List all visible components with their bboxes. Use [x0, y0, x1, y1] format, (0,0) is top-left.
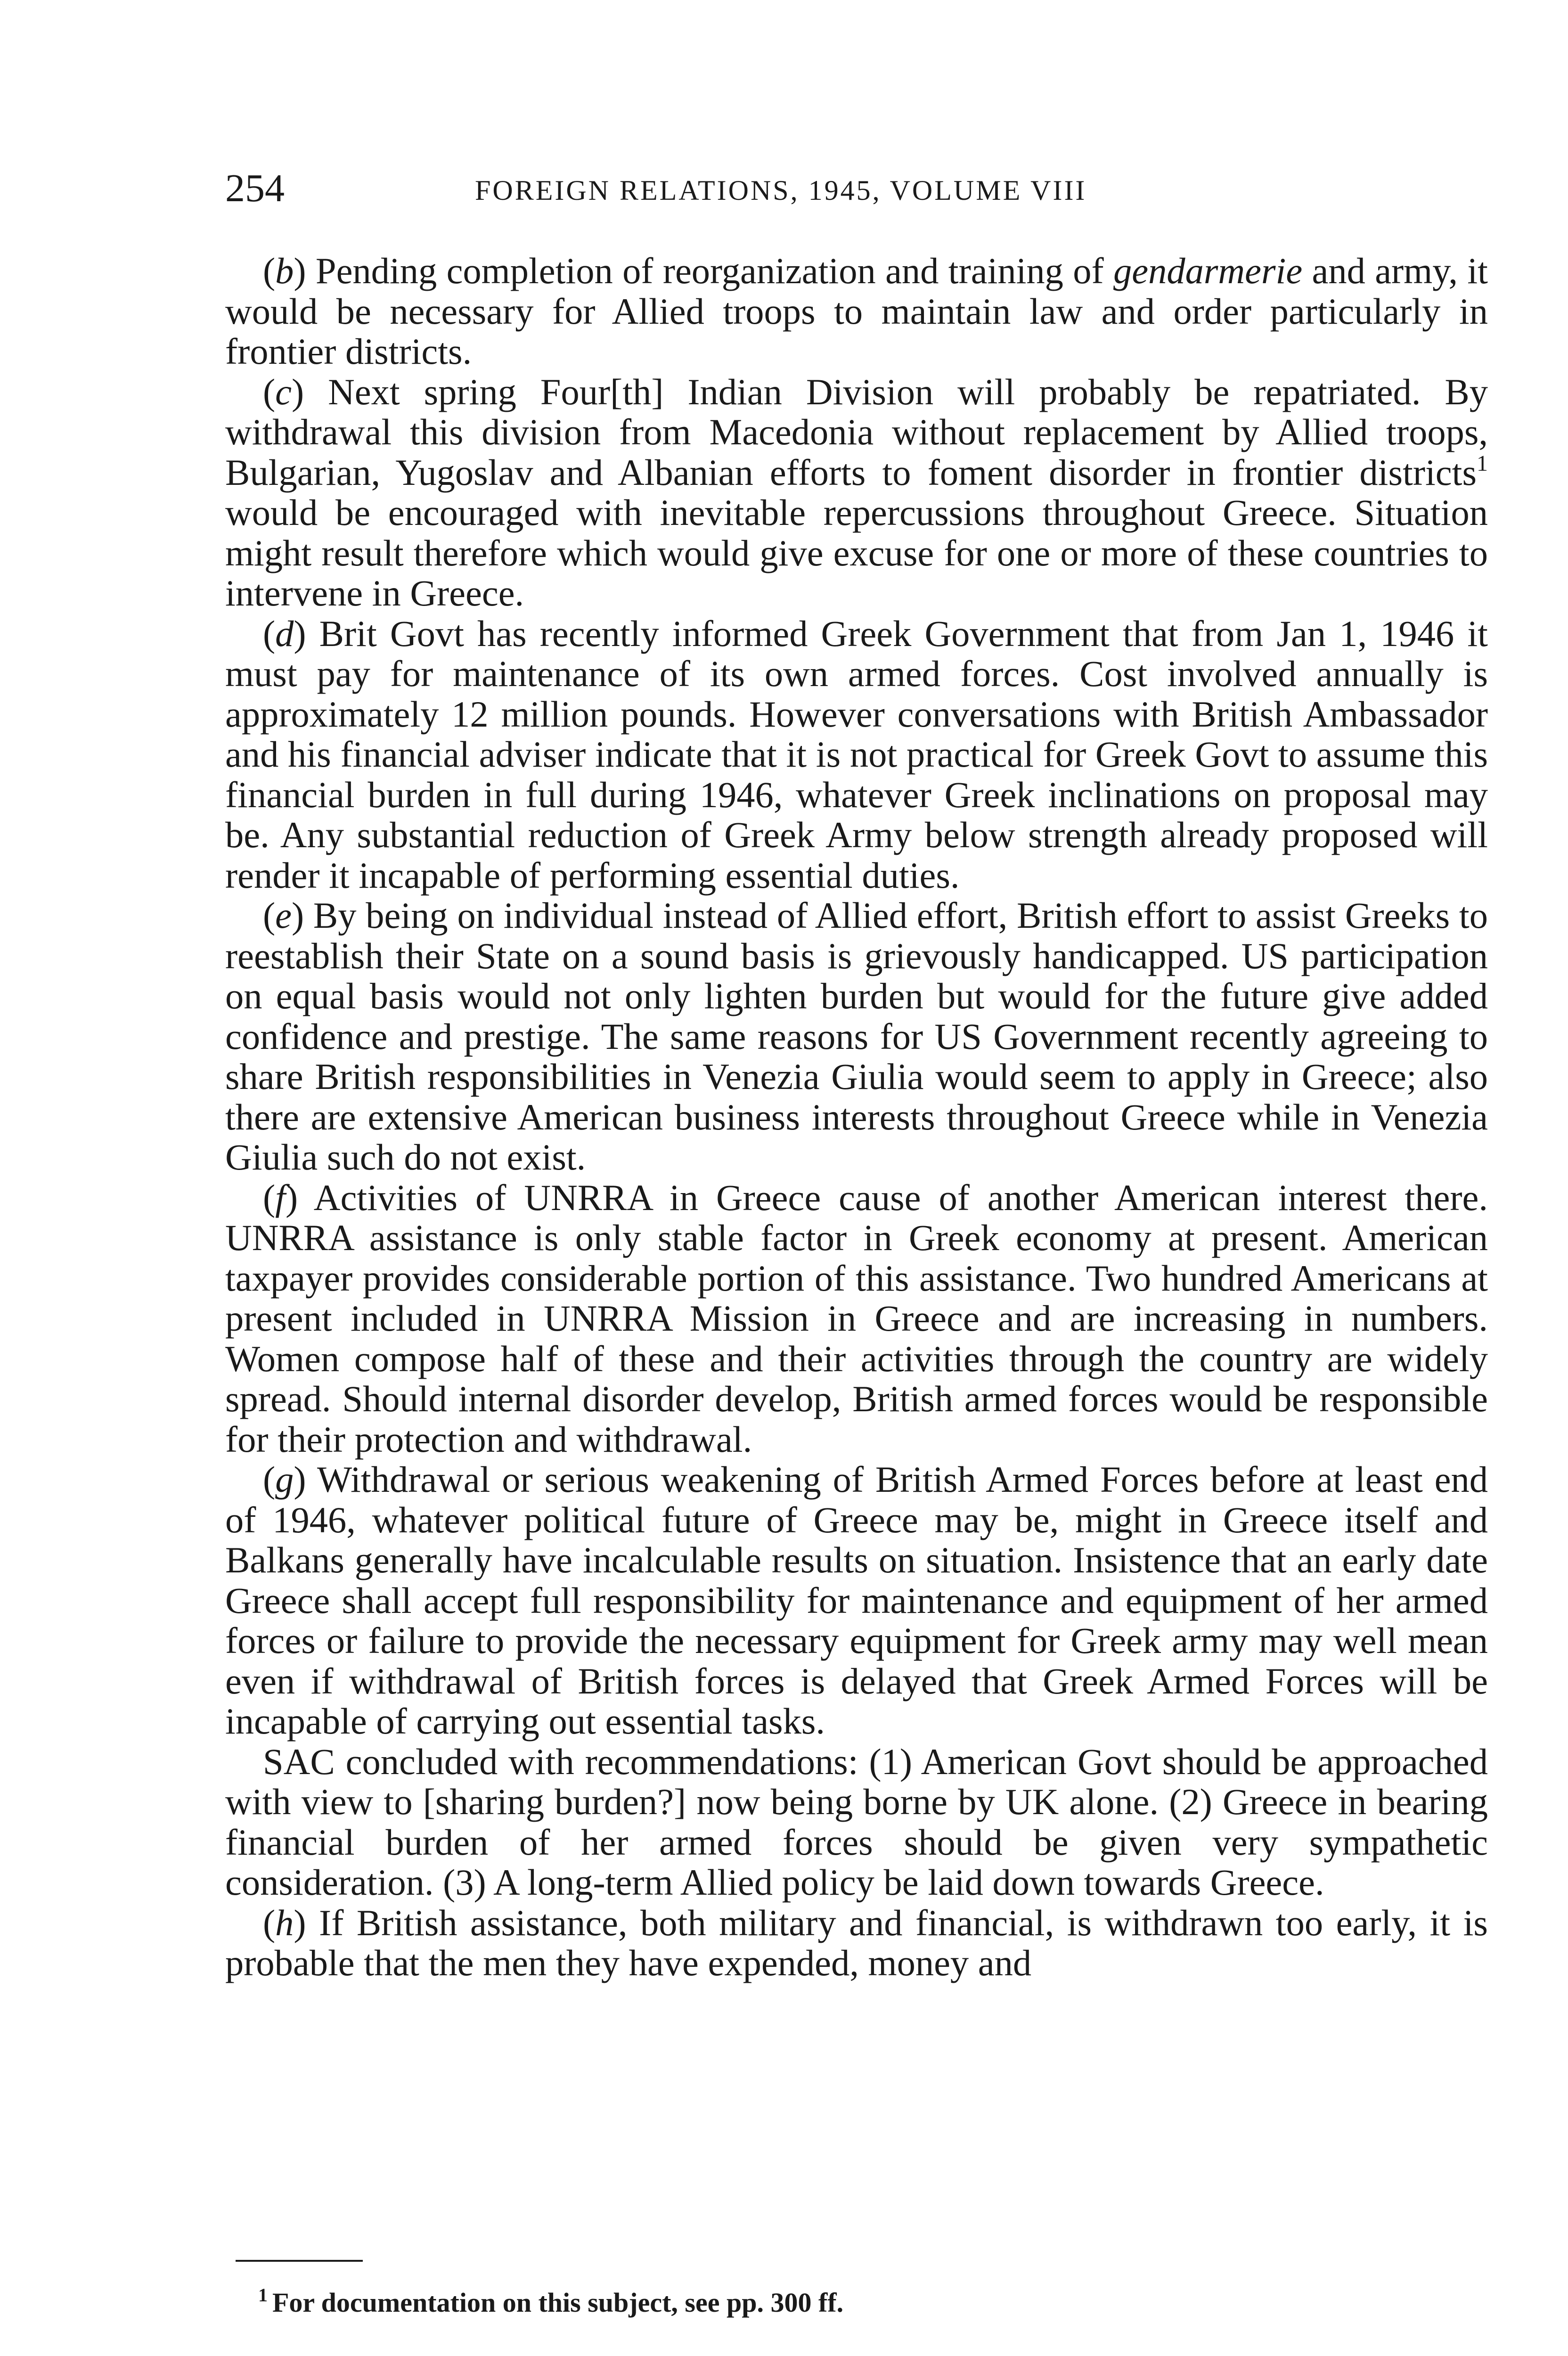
paragraph-text: SAC concluded with recommendations: (1) American Govt should be approached with view to [sharing burden?] now being borne by UK alone. (2) Greece in bearing financial burden of her armed forces should be given very sympathetic consideration. (3) A long-term Allied policy be laid down towards Greece. [225, 1741, 1488, 1903]
paragraph-h: (h) If British assistance, both military and financial, is withdrawn too early, it is probable that the men they have expended, money and [225, 1902, 1488, 1983]
paragraph-text: By being on individual instead of Allied effort, British effort to assist Greeks to reestablish their State on a sound basis is grievously handicapped. US participation on equal basis would not only lighten burden but would for the future give added confidence and prestige. The same reasons for US Government recently agreeing to share British responsibilities in Venezia Giulia would seem to apply in Greece; also there are extensive American business interests throughout Greece while in Venezia Giulia such do not exist. [225, 895, 1488, 1178]
paragraph-f: (f) Activities of UNRRA in Greece cause of another American interest there. UNRRA assistance is only stable factor in Greek economy at present. American taxpayer provides considerable portion of this assistance. Two hundred Americans at present included in UNRRA Mission in Greece and are increasing in numbers. Women compose half of these and their activities through the country are widely spread. Should internal disorder develop, British armed forces would be responsible for their protection and withdrawal. [225, 1177, 1488, 1460]
footnote-text: For documentation on this subject, see pp. 300 ff. [272, 2287, 844, 2318]
paragraph-label: c [275, 371, 292, 412]
paragraph-text-cont: and army, it would be necessary for Allied troops to maintain law and order particularly in frontier districts. [225, 250, 1488, 372]
body-text [225, 251, 1488, 1983]
paragraph-c: (c) Next spring Four[th] Indian Division will probably be repatriated. By withdrawal this division from Macedonia without replacement by Allied troops, Bulgarian, Yugoslav and Albanian efforts to foment disorder in frontier districts$^1$ would be encouraged with inevitable repercussions throughout Greece. Situation might result therefore which would give excuse for one or more of these countries to intervene in Greece. [225, 371, 1488, 614]
paragraph-label: b [275, 250, 294, 291]
paragraph-label: e [275, 895, 292, 936]
paragraph-text: If British assistance, both military and financial, is withdrawn too early, it is probable that the men they have expended, money and [225, 1902, 1488, 1983]
running-head: FOREIGN RELATIONS, 1945, VOLUME VIII [475, 175, 1087, 206]
paragraph-label: f [275, 1177, 286, 1218]
paragraph-text: Next spring Four[th] Indian Division will probably be repatriated. By withdrawal this division from Macedonia without replacement by Allied troops, Bulgarian, Yugoslav and Albanian efforts to foment disorder in frontier districts [225, 371, 1488, 493]
paragraph-d: (d) Brit Govt has recently informed Greek Government that from Jan 1, 1946 it must pay for maintenance of its own armed forces. Cost involved annually is approximately 12 million pounds. However conversations with British Ambassador and his financial adviser indicate that it is not practical for Greek Govt to assume this financial burden in full during 1946, whatever Greek inclinations on proposal may be. Any substantial reduction of Greek Army below strength already proposed will render it incapable of performing essential duties. [225, 613, 1488, 896]
page-header [225, 165, 1493, 212]
paragraph-sac [225, 1742, 1488, 1903]
paragraph-label: h [275, 1902, 294, 1943]
page-number: 254 [225, 166, 285, 210]
paragraph-e: (e) By being on individual instead of Allied effort, British effort to assist Greeks to reestablish their State on a sound basis is grievously handicapped. US participation on equal basis would not only lighten burden but would for the future give added confidence and prestige. The same reasons for US Government recently agreeing to share British responsibilities in Venezia Giulia would seem to apply in Greece; also there are extensive American business interests throughout Greece while in Venezia Giulia such do not exist. [225, 895, 1488, 1178]
paragraph-text: Pending completion of reorganization and training of [315, 250, 1114, 291]
paragraph-italic: gendarmerie [1113, 250, 1303, 291]
paragraph-b: (b) Pending completion of reorganization and training of gendarmerie and army, it would be necessary for Allied troops to maintain law and order particularly in frontier districts. [225, 250, 1488, 372]
footnote-mark: 1 [258, 2284, 268, 2306]
paragraph-text: Activities of UNRRA in Greece cause of another American interest there. UNRRA assistance is only stable factor in Greek economy at present. American taxpayer provides considerable portion of this assistance. Two hundred Americans at present included in UNRRA Mission in Greece and are increasing in numbers. Women compose half of these and their activities through the country are widely spread. Should internal disorder develop, British armed forces would be responsible for their protection and withdrawal. [225, 1177, 1488, 1460]
paragraph-label: g [275, 1459, 294, 1500]
footnote-divider [236, 2260, 363, 2262]
paragraph-g: (g) Withdrawal or serious weakening of British Armed Forces before at least end of 1946, whatever political future of Greece may be, might in Greece itself and Balkans generally have incalculable results on situation. Insistence that an early date Greece shall accept full responsibility for maintenance and equipment of her armed forces or failure to provide the necessary equipment for Greek army may well mean even if withdrawal of British forces is delayed that Greek Armed Forces will be incapable of carrying out essential tasks. [225, 1459, 1488, 1742]
paragraph-label: d [275, 613, 294, 654]
footnote [258, 2286, 1483, 2319]
paragraph-text: Withdrawal or serious weakening of British Armed Forces before at least end of 1946, whatever political future of Greece may be, might in Greece itself and Balkans generally have incalculable results on situation. Insistence that an early date Greece shall accept full responsibility for maintenance and equipment of her armed forces or failure to provide the necessary equipment for Greek army may well mean even if withdrawal of British forces is delayed that Greek Armed Forces will be incapable of carrying out essential tasks. [225, 1459, 1488, 1742]
footnote-ref[interactable]: 1 [1477, 450, 1488, 476]
paragraph-text: Brit Govt has recently informed Greek Government that from Jan 1, 1946 it must pay for maintenance of its own armed forces. Cost involved annually is approximately 12 million pounds. However conversations with British Ambassador and his financial adviser indicate that it is not practical for Greek Govt to assume this financial burden in full during 1946, whatever Greek inclinations on proposal may be. Any substantial reduction of Greek Army below strength already proposed will render it incapable of performing essential duties. [225, 613, 1488, 896]
paragraph-text-cont: would be encouraged with inevitable repercussions throughout Greece. Situation might result therefore which would give excuse for one or more of these countries to intervene in Greece. [225, 492, 1488, 614]
